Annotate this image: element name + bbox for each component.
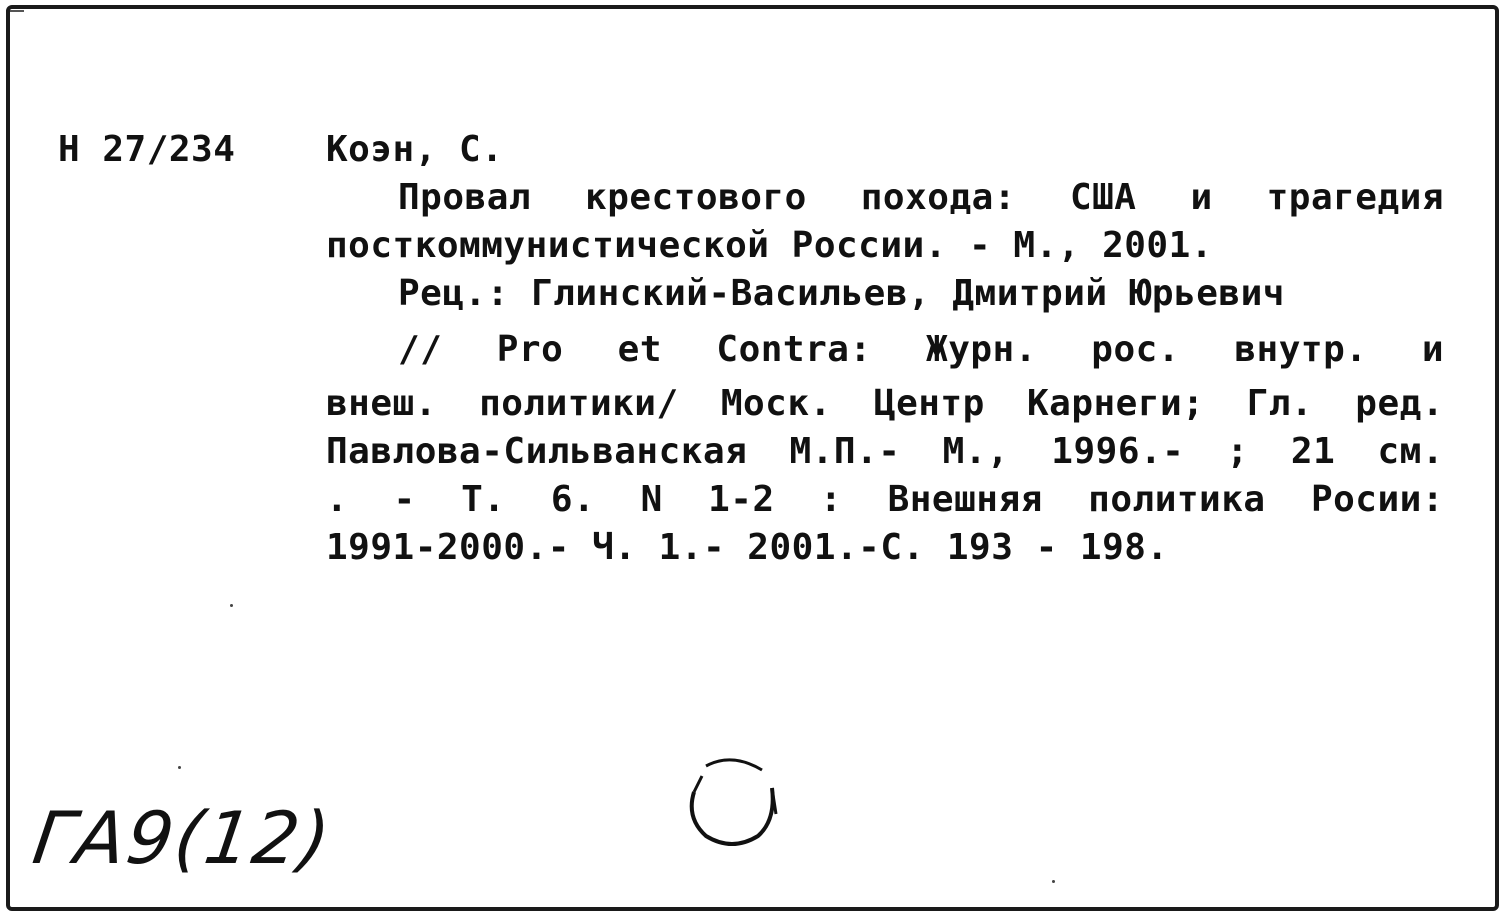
speck: [178, 766, 181, 769]
call-number: Н 27/234: [58, 129, 236, 170]
speck: [230, 604, 233, 607]
source-line-5: 1991-2000.- Ч. 1.- 2001.-С. 193 - 198.: [326, 527, 1169, 568]
source-line-1: // Pro et Contra: Журн. рос. внутр. и: [398, 329, 1444, 370]
title-line-2: посткоммунистической России. - М., 2001.: [326, 225, 1213, 266]
reviewer-line: Рец.: Глинский-Васильев, Дмитрий Юрьевич: [398, 273, 1285, 314]
source-line-3: Павлова-Сильванская М.П.- М., 1996.- ; 21 см.: [326, 431, 1444, 472]
source-line-4: . - Т. 6. N 1-2 : Внешняя политика Росии:: [326, 479, 1444, 520]
speck: [1052, 880, 1055, 883]
punch-hole-icon: [676, 748, 788, 858]
corner-mark: [10, 10, 24, 12]
source-line-2: внеш. политики/ Моск. Центр Карнеги; Гл. ред.: [326, 383, 1444, 424]
title-line-1: Провал крестового похода: США и трагедия: [398, 177, 1444, 218]
author: Коэн, С.: [326, 129, 504, 170]
handwritten-shelf-mark: ГА9(12): [28, 796, 337, 880]
